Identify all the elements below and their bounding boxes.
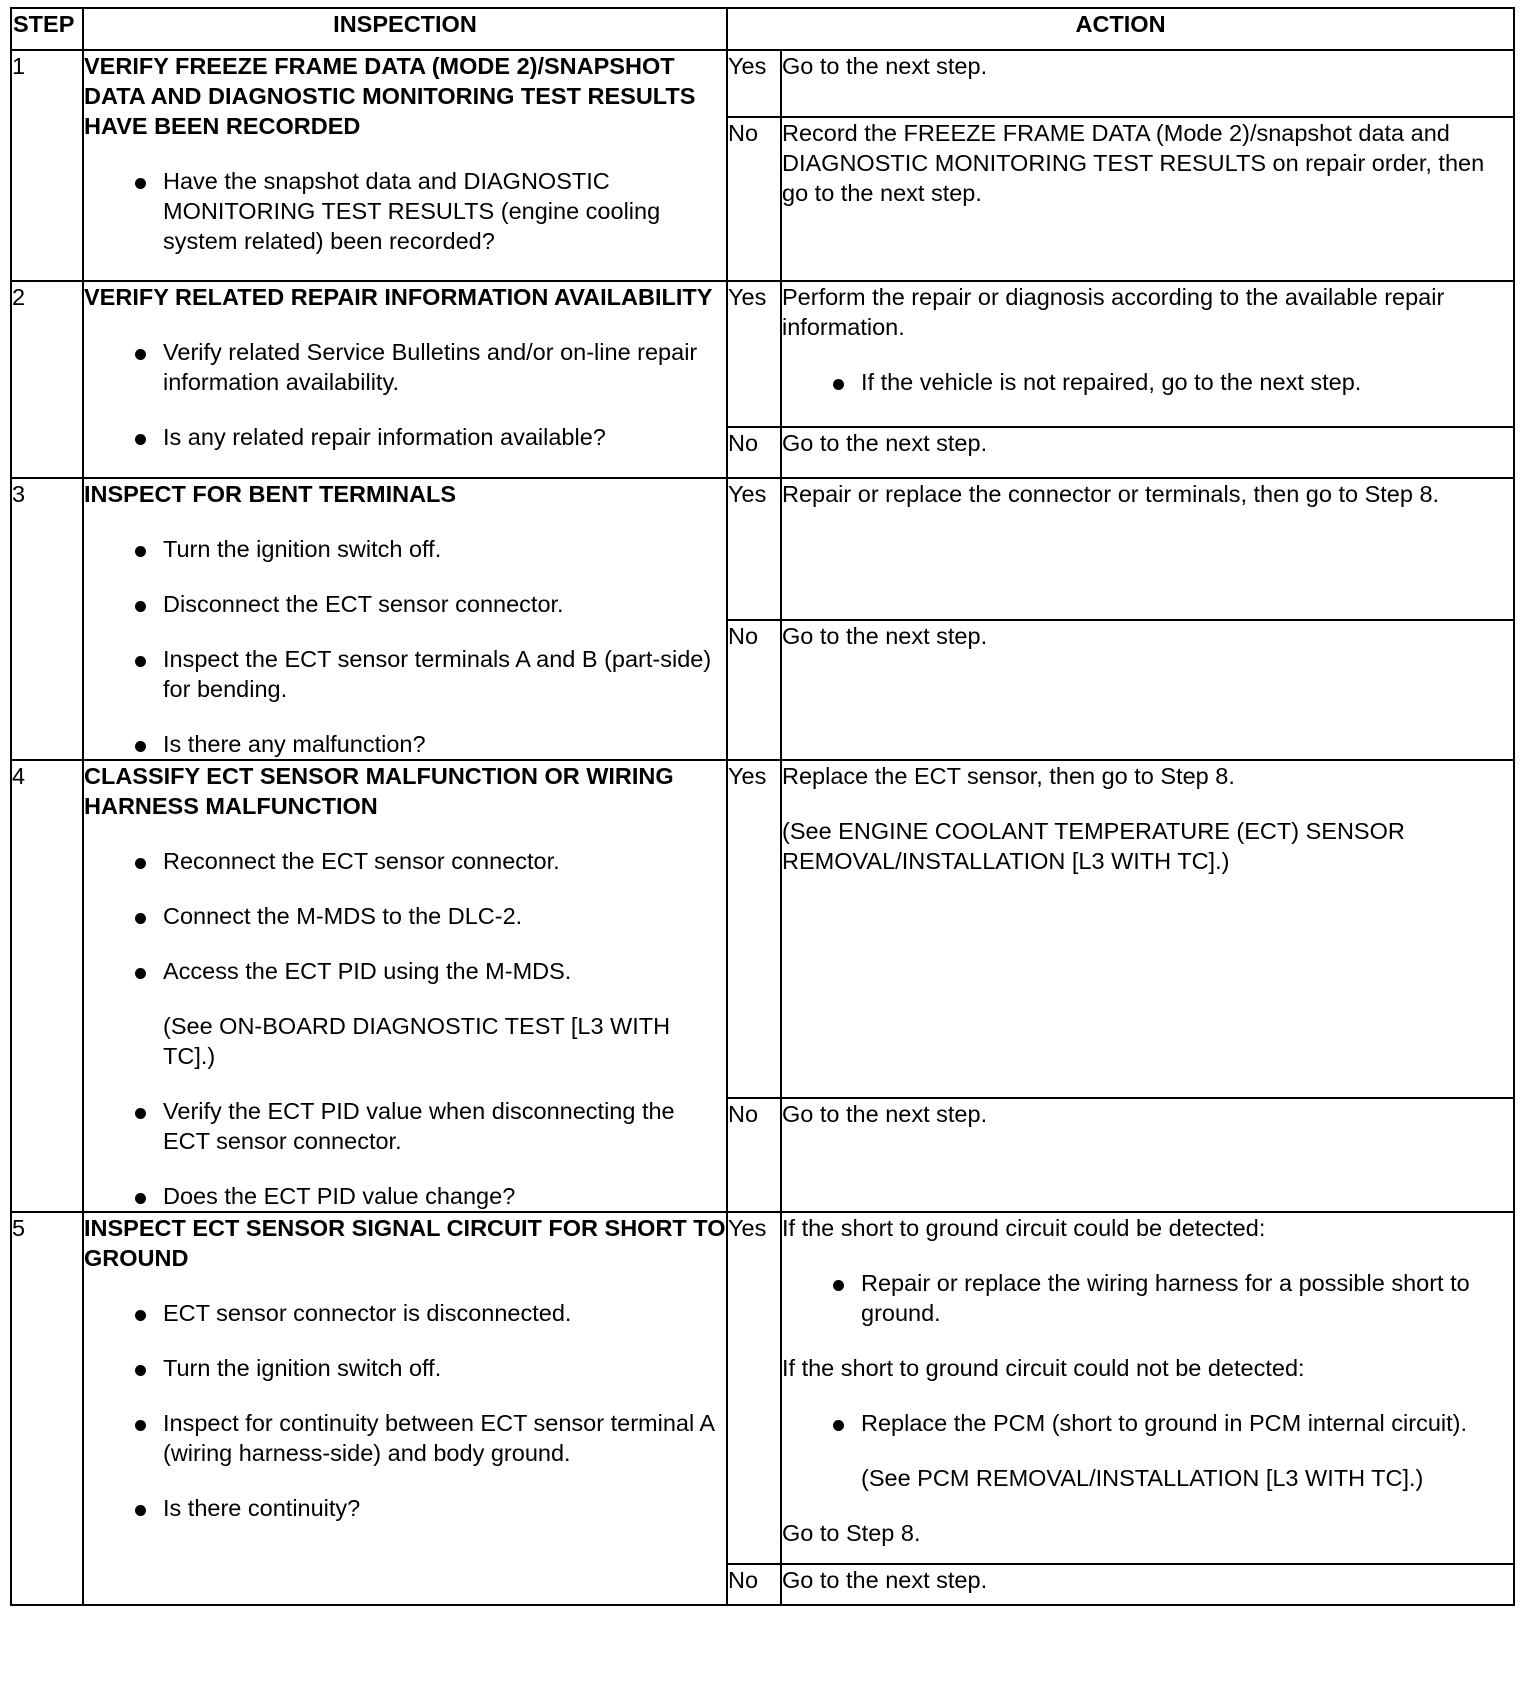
inspection-bullet-item: Reconnect the ECT sensor connector.	[84, 846, 726, 876]
no-label: No	[727, 1098, 781, 1212]
yes-action-paragraph: Perform the repair or diagnosis according to the available repair information.	[782, 284, 1445, 340]
yes-action-cell	[781, 478, 1514, 620]
no-action-paragraph: Go to the next step.	[782, 622, 988, 649]
no-action-cell	[781, 1564, 1514, 1605]
step-number: 3	[11, 478, 83, 760]
inspection-bullet-item: ECT sensor connector is disconnected.	[84, 1298, 726, 1328]
inspection-bullet-item: Does the ECT PID value change?	[84, 1181, 726, 1211]
step-number: 2	[11, 281, 83, 478]
inspection-cell	[83, 281, 727, 478]
step-row-yes	[11, 478, 1514, 620]
yes-action-paragraph: Go to Step 8.	[782, 1520, 921, 1546]
inspection-bullet-item: Connect the M-MDS to the DLC-2.	[84, 901, 726, 931]
no-action-paragraph: Go to the next step.	[782, 1101, 988, 1128]
action-column-header: ACTION	[727, 8, 1514, 50]
header-row	[11, 8, 1514, 50]
inspection-bullet-item: Inspect the ECT sensor terminals A and B (part-side) for bending.	[84, 644, 726, 704]
inspection-bullet-item: Access the ECT PID using the M-MDS.	[84, 956, 726, 986]
no-action-paragraph: Go to the next step.	[782, 430, 988, 456]
inspection-bullet-item: Verify the ECT PID value when disconnecting the ECT sensor connector.	[84, 1096, 726, 1156]
step-number: 4	[11, 760, 83, 1212]
inspection-title: CLASSIFY ECT SENSOR MALFUNCTION OR WIRING HARNESS MALFUNCTION	[84, 763, 674, 819]
yes-label: Yes	[727, 1212, 781, 1564]
no-label: No	[727, 117, 781, 281]
inspection-bullet-item: Turn the ignition switch off.	[84, 534, 726, 564]
yes-action-cell	[781, 281, 1514, 427]
inspection-bullet-item: Is there continuity?	[84, 1493, 726, 1523]
yes-action-cell	[781, 1212, 1514, 1564]
no-action-cell	[781, 117, 1514, 281]
inspection-title: VERIFY FREEZE FRAME DATA (MODE 2)/SNAPSHOT DATA AND DIAGNOSTIC MONITORING TEST RESULTS HAVE BEEN RECORDED	[84, 53, 696, 139]
no-action-paragraph: Record the FREEZE FRAME DATA (Mode 2)/snapshot data and DIAGNOSTIC MONITORING TEST RESULTS on repair order, then go to the next step.	[782, 120, 1485, 206]
inspection-cell	[83, 1212, 727, 1605]
yes-action-bullet-item: Repair or replace the wiring harness for a possible short to ground.	[782, 1268, 1513, 1328]
yes-action-paragraph: Go to the next step.	[782, 53, 988, 79]
inspection-title: VERIFY RELATED REPAIR INFORMATION AVAILABILITY	[84, 284, 713, 310]
step-row-yes	[11, 1212, 1514, 1564]
yes-action-reference-note: (See PCM REMOVAL/INSTALLATION [L3 WITH TC].)	[861, 1465, 1424, 1491]
yes-action-paragraph: If the short to ground circuit could not be detected:	[782, 1355, 1305, 1381]
inspection-reference-note: (See ON-BOARD DIAGNOSTIC TEST [L3 WITH TC].)	[163, 1013, 671, 1069]
inspection-bullet-item: Is any related repair information available?	[84, 422, 726, 452]
yes-label: Yes	[727, 281, 781, 427]
inspection-title: INSPECT ECT SENSOR SIGNAL CIRCUIT FOR SHORT TO GROUND	[84, 1215, 726, 1271]
step-row-yes	[11, 50, 1514, 117]
step-number: 5	[11, 1212, 83, 1605]
no-action-cell	[781, 1098, 1514, 1212]
no-action-cell	[781, 427, 1514, 478]
no-label: No	[727, 620, 781, 760]
yes-action-paragraph: Repair or replace the connector or terminals, then go to Step 8.	[782, 481, 1440, 507]
no-label: No	[727, 427, 781, 478]
yes-action-cell	[781, 50, 1514, 117]
diagnostic-procedure-table	[10, 7, 1515, 1606]
no-label: No	[727, 1564, 781, 1605]
step-column-header: STEP	[11, 8, 83, 50]
yes-action-paragraph: If the short to ground circuit could be detected:	[782, 1215, 1266, 1241]
yes-label: Yes	[727, 760, 781, 1098]
step-row-yes	[11, 281, 1514, 427]
yes-action-paragraph: Replace the ECT sensor, then go to Step 8.	[782, 763, 1235, 789]
yes-action-bullet-item: Replace the PCM (short to ground in PCM internal circuit).	[782, 1408, 1513, 1438]
step-row-yes	[11, 760, 1514, 1098]
inspection-bullet-item: Verify related Service Bulletins and/or on-line repair information availability.	[84, 337, 726, 397]
inspection-title: INSPECT FOR BENT TERMINALS	[84, 481, 457, 507]
inspection-cell	[83, 760, 727, 1212]
no-action-paragraph: Go to the next step.	[782, 1567, 988, 1593]
inspection-bullet-item: Inspect for continuity between ECT sensor terminal A (wiring harness-side) and body ground.	[84, 1408, 726, 1468]
inspection-column-header: INSPECTION	[83, 8, 727, 50]
inspection-cell	[83, 478, 727, 760]
inspection-bullet-item: Turn the ignition switch off.	[84, 1353, 726, 1383]
diagnostic-procedure-document	[10, 7, 1513, 1606]
inspection-bullet-item: Is there any malfunction?	[84, 729, 726, 759]
inspection-bullet-item: Disconnect the ECT sensor connector.	[84, 589, 726, 619]
yes-action-bullet-item: If the vehicle is not repaired, go to the next step.	[782, 367, 1513, 397]
yes-label: Yes	[727, 50, 781, 117]
step-number: 1	[11, 50, 83, 281]
no-action-cell	[781, 620, 1514, 760]
inspection-bullet-item: Have the snapshot data and DIAGNOSTIC MONITORING TEST RESULTS (engine cooling system related) been recorded?	[84, 166, 726, 256]
yes-label: Yes	[727, 478, 781, 620]
yes-action-paragraph: (See ENGINE COOLANT TEMPERATURE (ECT) SENSOR REMOVAL/INSTALLATION [L3 WITH TC].)	[782, 818, 1405, 874]
yes-action-cell	[781, 760, 1514, 1098]
inspection-cell	[83, 50, 727, 281]
